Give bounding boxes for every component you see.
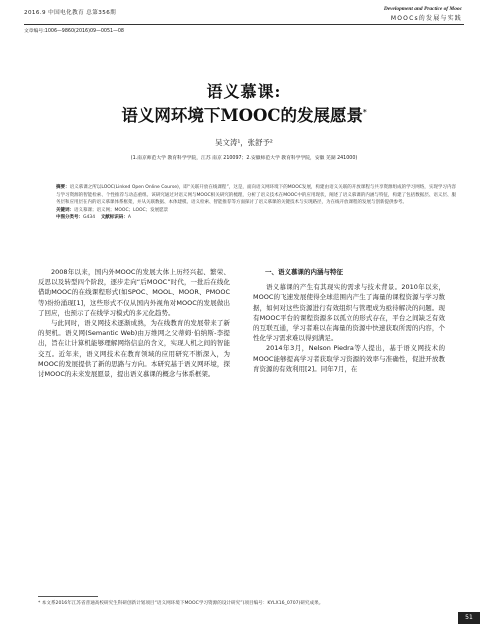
header-rule (24, 24, 464, 25)
authors: 吴文涛¹，张舒予² (215, 138, 273, 147)
abstract-paragraph (56, 184, 456, 207)
abstract-label: 摘要： (56, 185, 70, 190)
footnote-rule (38, 596, 98, 597)
header-journal-name (384, 6, 462, 22)
abstract-block (56, 184, 456, 222)
header-journal-issue: 2016.9 中国电化教育 总第356期 (24, 10, 117, 16)
article-subtitle-text: 语义网环境下MOOC的发展愿景 (121, 106, 363, 125)
classification-line (56, 214, 456, 222)
article-title-main: 语义慕课: (206, 82, 282, 101)
doc-code: A (127, 215, 131, 221)
body-paragraph: 与此同时，语义网技术逐渐成熟，为在线教育的发展带来了新的契机。语义网(Semantic Web)由万维网之父蒂姆·伯纳斯-李提出，旨在让计算机能够理解网络信息的含义，实现人机之间的智能交互。近年来，语义网技术在教育领域的应用研究不断深入，为MOOC的发展提供了新的思路与方向。本研究基于语义网环境，探讨MOOC的未来发展愿景，提出语义慕课的概念与体系框架。 (38, 319, 230, 379)
abstract-text: 语义慕课之所以LOOC(Linked Open Online Course)，即“关联开放在线课程”，这是，面向语义网环境下的MOOC发展，构建由语义关联的开放课程与共享资源组成的学习网络，实现学习内容与学习资源的智能检索、个性推荐与动态重组。该研究通过对语义网与MOOC相关研究的梳理，分析了语义技术在MOOC中的应用现状，阐述了语义慕课的内涵与特征，构建了包括数据层、语义层、服务层和应用层在内的语义慕课体系框架，并从关联数据、本体建模、语义检索、智能推荐等方面探讨了语义慕课的关键技术与实现路径，为在线开放课程的发展与创新提供参考。 (56, 185, 456, 206)
keywords-line (56, 207, 456, 215)
section-heading: 一、语义慕课的内涵与特征 (265, 268, 343, 276)
body-column-right (253, 267, 445, 374)
title-footnote-mark: * (362, 107, 367, 117)
body-paragraph: 语义慕课的产生有其现实的需求与技术背景。2010年以来，MOOC的飞速发展使得全球范围内产生了海量的课程资源与学习数据，如何对这些资源进行有效组织与管理成为亟待解决的问题。现有MOOC平台的课程资源多以孤立的形式存在，平台之间缺乏有效的互联互通，学习者难以在海量的资源中快速获取所需的内容，个性化学习需求难以得到满足。 (253, 283, 445, 343)
keywords-label: 关键词： (56, 207, 74, 213)
page-number: 51 (458, 612, 480, 624)
journal-name-chinese: MOOCs的发展与实践 (390, 15, 462, 22)
body-column-left (38, 267, 230, 379)
footnote: * 本文系2016年江苏省普通高校研究生科研创新计划项目“语义网环境下MOOC学习资源的设计研究”(项目编号：KYLX16_0707)研究成果。 (38, 601, 324, 606)
article-title-sub (0, 102, 488, 126)
affiliation: (1.南京师范大学 教育科学学院，江苏 南京 210097；2.安徽师范大学 教育科学学院，安徽 芜湖 241000) (130, 156, 358, 161)
keywords-text: 语义慕课；语义网；MOOC；LOOC；发展愿景 (74, 207, 169, 213)
class-label: 中图分类号： (56, 215, 83, 221)
article-id: 文章编号:1006—9860(2016)09—0051—08 (24, 29, 124, 34)
class-code: G434 (83, 215, 96, 221)
body-paragraph: 2008年以来，国内外MOOC的发展大体上历经兴起、繁荣、反思以及转型四个阶段，逐步走向“后MOOC”时代，一批后在线化借助MOOC的在线课程形式(如SPOC、MOOL、MOOR、PMOOC等)纷纷涌现[1]，这些形式不仅从国内外视角对MOOC的发展做出了回应，也预示了在线学习模式的多元化趋势。 (38, 268, 230, 317)
body-paragraph: 2014年3月，Nelson Piedra等人提出，基于语义网技术的MOOC能够提高学习者获取学习资源的效率与准确性，促进开放教育资源的有效利用[2]。同年7月，在 (253, 344, 445, 373)
journal-name-english: Development and Practice of Mooc (383, 6, 462, 12)
doc-code-label: 文献标识码： (100, 215, 128, 221)
